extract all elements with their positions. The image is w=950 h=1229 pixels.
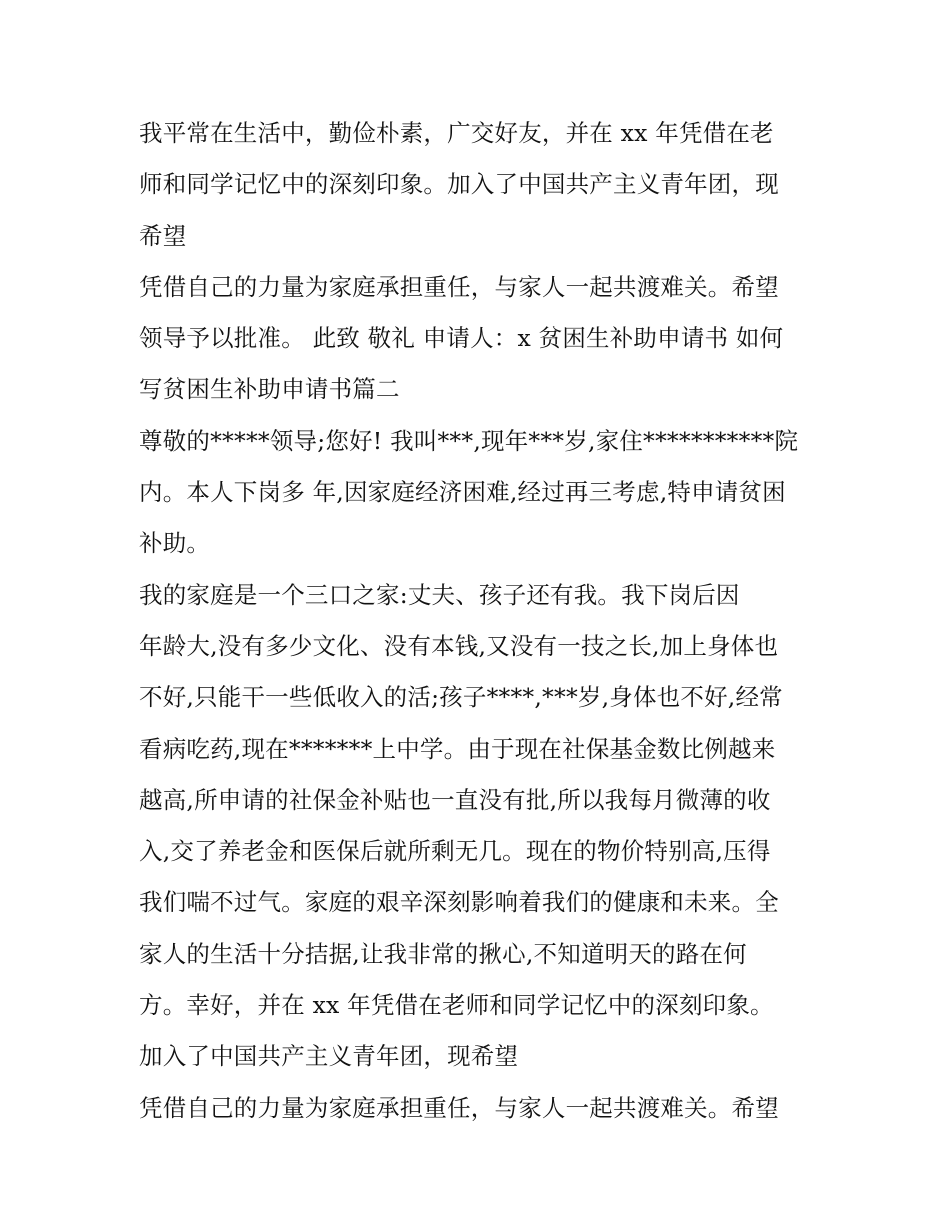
- document-body: [139, 108, 819, 1134]
- text-line: 加入了中国共产主义青年团，现希望: [139, 1042, 519, 1071]
- text-line: 我平常在生活中，勤俭朴素，广交好友，并在 xx 年凭借在老: [139, 119, 774, 147]
- text-line: 希望: [139, 221, 187, 250]
- text-line: 尊敬的*****领导;您好! 我叫***,现年***岁,家住***********院: [139, 426, 799, 455]
- text-line: 看病吃药,现在*******上中学。由于现在社保基金数比例越来: [139, 734, 776, 763]
- text-line: 不好,只能干一些低收入的活;孩子****,***岁,身体也不好,经常: [139, 683, 783, 712]
- text-line: 我的家庭是一个三口之家:丈夫、孩子还有我。我下岗后因: [139, 580, 740, 609]
- text-line: 凭借自己的力量为家庭承担重任，与家人一起共渡难关。希望: [139, 1093, 779, 1122]
- text-line: 入,交了养老金和医保后就所剩无几。现在的物价特别高,压得: [139, 837, 771, 866]
- text-line: 越高,所申请的社保金补贴也一直没有批,所以我每月微薄的收: [139, 785, 771, 814]
- text-line: 补助。: [139, 529, 211, 558]
- text-line: 年龄大,没有多少文化、没有本钱,又没有一技之长,加上身体也: [139, 631, 779, 660]
- text-line: 我们喘不过气。家庭的艰辛深刻影响着我们的健康和未来。全: [139, 888, 779, 917]
- text-line: 家人的生活十分拮据,让我非常的揪心,不知道明天的路在何: [139, 939, 747, 968]
- text-line: 写贫困生补助申请书篇二: [139, 375, 400, 404]
- text-line: 内。本人下岗多 年,因家庭经济困难,经过再三考虑,特申请贫困: [139, 478, 786, 507]
- text-line: 方。幸好，并在 xx 年凭借在老师和同学记忆中的深刻印象。: [139, 991, 774, 1020]
- text-line: 凭借自己的力量为家庭承担重任，与家人一起共渡难关。希望: [139, 272, 779, 301]
- text-line: 领导予以批准。 此致 敬礼 申请人：x 贫困生补助申请书 如何: [139, 324, 784, 353]
- text-line: 师和同学记忆中的深刻印象。加入了中国共产主义青年团，现: [139, 170, 779, 199]
